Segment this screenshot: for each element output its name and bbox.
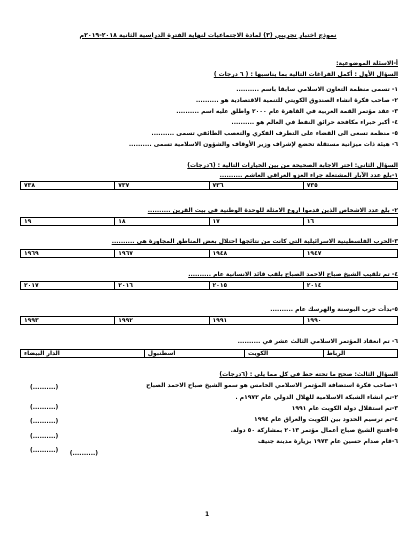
q1-item: ٣- عقد مؤتمر القمة العربية في القاهرة عام ٢٠٠٠ واطلق عليه اسم .......... [176,108,398,115]
q2-options-table [20,217,398,226]
q3-item: ٢-تم انشاء الشبكة الاسلامية للهلال الدولي عام ١٩٧٢م . [235,394,398,401]
option-cell[interactable]: ١٨ [115,218,209,226]
q3-answer-blank[interactable]: (..........) [30,447,59,454]
q2-options-table [20,316,398,325]
q3-answer-blank[interactable]: (..........) [30,384,59,391]
q2-question: ٥-بدأت حرب البوسنة والهرسك عام .......... [270,306,398,313]
section-a-title: أ-الاسئلة الموضوعية: [336,60,398,67]
option-cell[interactable]: ١٩٩١ [209,317,303,325]
option-cell[interactable]: ١٩ [21,218,115,226]
option-cell[interactable]: ٢٠١٦ [115,282,209,290]
option-cell[interactable]: ٢٠١٧ [21,282,115,290]
q3-answer-blank[interactable]: (..........) [30,433,59,440]
q2-question: ٤- تم تلقيب الشيخ صباح الاحمد الصباح بلقب قائد الانسانية عام .......... [188,271,398,278]
q3-item: ٤-تم ترسيم الحدود بين الكويت والعراق عام ١٩٩٤ [254,416,398,423]
q3-title: السؤال الثالث: صحح ما تحته خط في كل مما يلي : (٦درجات) [219,371,398,378]
q2-question: ٢- بلغ عدد الاشخاص الذين قدموا اروع الامثلة للوحدة الوطنية في بيت القرين .......... [147,207,398,214]
q3-item: ٥-افتتح الشيخ صباح أعمال مؤتمر ٢٠١٣ بمشاركة ٥٠ دولة. [230,427,398,434]
page-number: 1 [205,511,210,518]
option-cell[interactable]: الكويت [244,350,323,358]
q3-item: ٣-تم استقلال دولة الكويت عام ١٩٩١ [291,405,398,412]
option-cell[interactable]: ١٩٤٧ [303,250,397,258]
option-cell[interactable]: ١٩٩٠ [303,317,397,325]
q1-title: السؤال الأول : أكمل الفراغات التالية بما يناسبها : ( ٦ درجات ) [213,71,398,78]
q1-item: ١- تسمى منظمة التعاون الاسلامي سابقا باسم .......... [236,86,398,93]
q3-answer-blank[interactable]: (..........) [30,418,59,425]
q2-options-table [20,349,398,358]
option-cell[interactable]: الرباط [323,350,398,358]
q3-last-blank[interactable]: (..........) [69,450,98,457]
q3-item: ١-صاحب فكرة استضافة المؤتمر الاسلامي الخامس هو سمو الشيخ صباح الاحمد الصباح [146,382,398,389]
option-cell[interactable]: اسطنبول [144,350,244,358]
option-cell[interactable]: ١٩٤٨ [209,250,303,258]
option-cell[interactable]: ١٧ [209,218,303,226]
option-cell[interactable]: ٧٣٥ [303,182,397,190]
option-cell[interactable]: ٧٣٧ [115,182,209,190]
q2-options-table [20,249,398,258]
document-title: نموذج اختبار تجريبي (٣) لمادة الاجتماعيات لنهاية الفترة الدراسية الثانية ٢٠١٨-٢٠١٩م [79,32,337,39]
q1-item: ٢- صاحب فكرة انشاء الصندوق الكويتي للتنمية الاقتصادية هو .......... [195,97,398,104]
option-cell[interactable]: ٧٣٦ [209,182,303,190]
option-cell[interactable]: ٧٣٨ [21,182,115,190]
q3-item: ٦-قام صدام حسين عام ١٩٧٣ بزيارة مدينة جنيف [257,438,398,445]
q2-options-table [20,181,398,190]
option-cell[interactable]: ١٩٩٢ [115,317,209,325]
option-cell[interactable]: ١٩٩٣ [21,317,115,325]
q1-item: ٦- هيئة ذات ميزانية مستقلة تخضع لإشراف وزير الأوقاف والشؤون الاسلامية تسمى .......... [128,141,398,148]
q2-options-table [20,281,398,290]
q1-item: ٥- منظمة تسعى الى القضاء على التطرف الفكري والتعصب الطائفي تسمى .......... [151,130,398,137]
option-cell[interactable]: ١٦ [303,218,397,226]
q2-question: ٦- تم انعقاد المؤتمر الاسلامي الثالث عشر في .......... [237,338,398,345]
q3-answer-blank[interactable]: (..........) [30,404,59,411]
option-cell[interactable]: الدار البيضاء [21,350,145,358]
option-cell[interactable]: ١٩٦٩ [21,250,115,258]
option-cell[interactable]: ٢٠١٤ [303,282,397,290]
q2-question: ٣-الحرب الفلسطينية الاسرائيلية التي كانت من نتائجها احتلال بعض المناطق المجاورة هي .......... [111,238,398,245]
option-cell[interactable]: ٢٠١٥ [209,282,303,290]
q1-item: ٤- أكبر خبراء مكافحة حرائق النفط في العالم هو .......... [231,119,398,126]
q2-title: السؤال الثاني: اختر الاجابة الصحيحة من بين الخيارات التالية : (٦درجات) [187,162,398,169]
q2-question: ١-بلغ عدد الآبار المشتعلة جراء الغزو العراقي الغاشم .......... [219,172,398,179]
option-cell[interactable]: ١٩٦٧ [115,250,209,258]
